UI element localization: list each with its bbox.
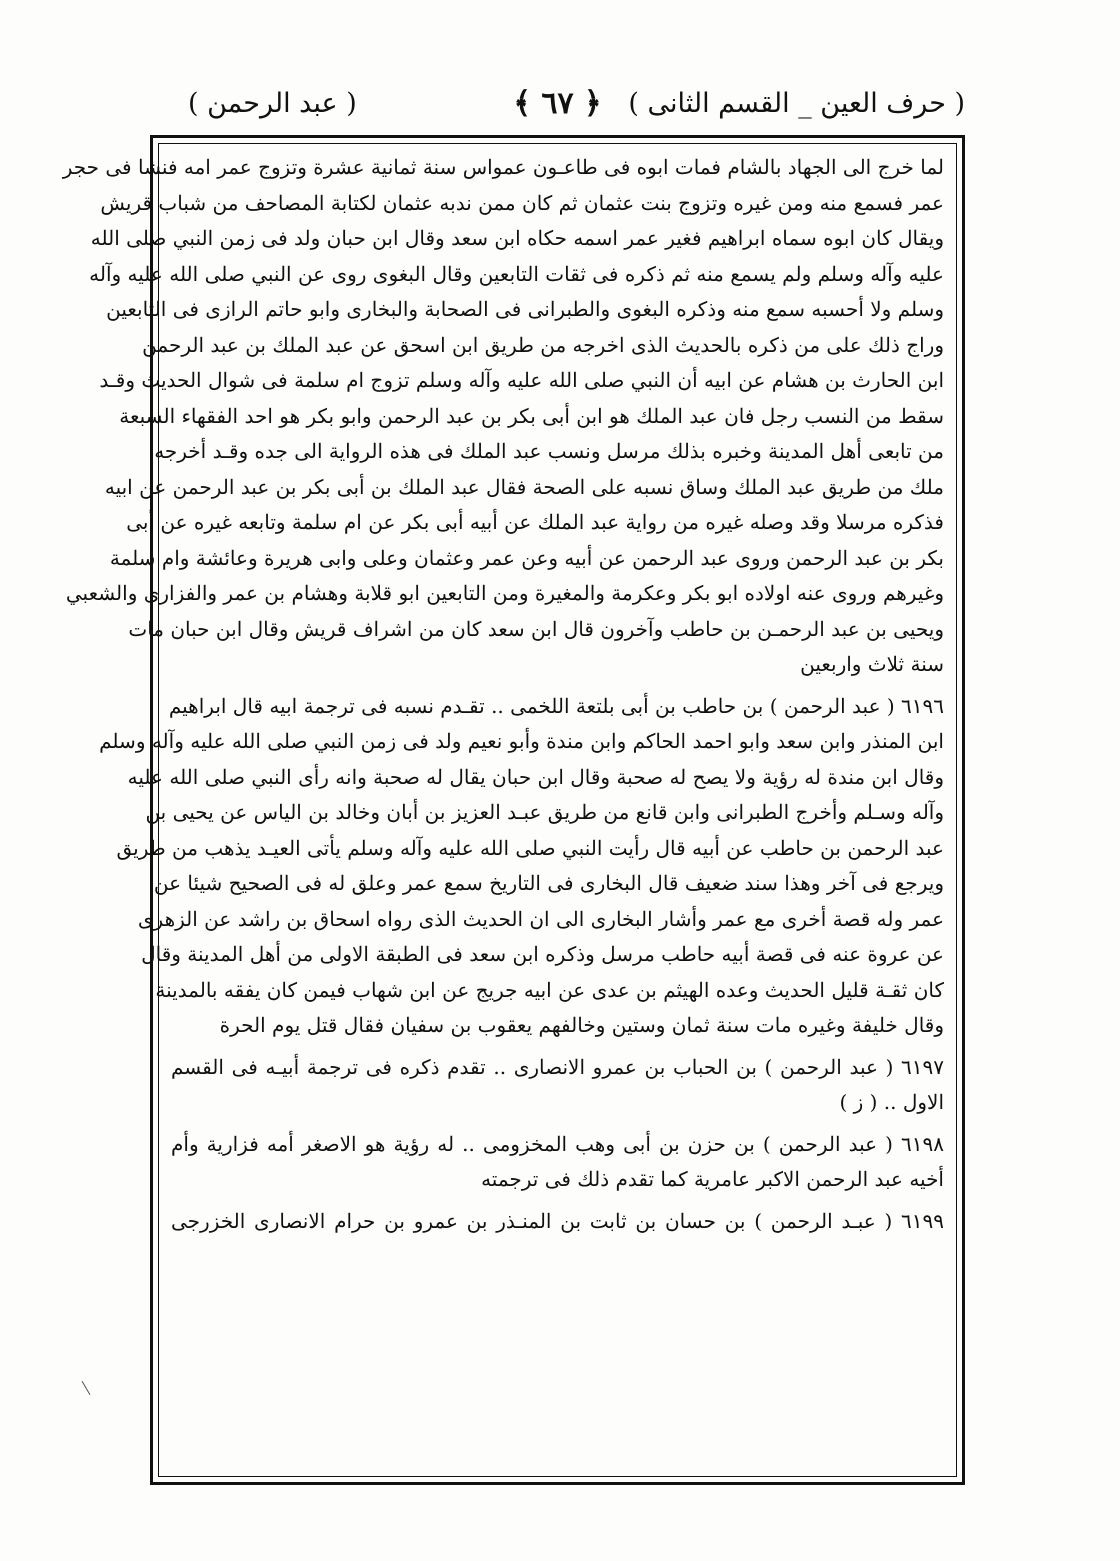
text-line: سنة ثلاث واربعين [800, 652, 944, 676]
text-line: أخيه عبد الرحمن الاكبر عامرية كما تقدم ذلك فى ترجمته [481, 1167, 944, 1191]
entry-6197-line: ٦١٩٧ ( عبد الرحمن ) بن الحباب بن عمرو الانصارى .. تقدم ذكره فى ترجمة أبيـه فى القسم [171, 1054, 944, 1079]
text-line: وغيرهم وروى عنه اولاده ابو بكر وعكرمة والمغيرة ومن التابعين ابو قلابة وهشام بن عمر والفزارى والشعبي [65, 581, 944, 605]
text-line: ويحيى بن عبد الرحمـن بن حاطب وآخرون قال ابن سعد كان من اشراف قريش وقال ابن حبان مات [128, 616, 944, 641]
text-line: وسلم ولا أحسبه سمع منه وذكره البغوى والطبرانى فى الصحابة والبخارى وابو حاتم الرازى فى التابعين [106, 297, 944, 321]
text-line: الاول .. ( ز ) [839, 1090, 944, 1114]
text-line: وقال ابن مندة له رؤية ولا يصح له صحبة وقال ابن حبان يقال له صحبة وانه رأى النبي صلى الله عليه [127, 764, 944, 789]
section-title: ( حرف العين _ القسم الثانى ) [628, 88, 965, 119]
entry-6198-line: ٦١٩٨ ( عبد الرحمن ) بن حزن بن أبى وهب المخزومى .. له رؤية هو الاصغر أمه فزارية وأم [171, 1131, 944, 1156]
text-line: وقال خليفة وغيره مات سنة ثمان وستين وخالفهم يعقوب بن سفيان فقال قتل يوم الحرة [219, 1013, 944, 1037]
page-header [150, 84, 965, 126]
text-line: ابن الحارث بن هشام عن ابيه أن النبي صلى الله عليه وآله وسلم تزوج ام سلمة فى شوال الحديث وقـد [99, 368, 944, 392]
text-line: عمر فسمع منه ومن غيره وتزوج بنت عثمان ثم كان ممن ندبه عثمان لكتابة المصاحف من شباب قريش [100, 190, 944, 215]
text-line: بكر بن عبد الرحمن وروى عبد الرحمن عن أبيه وعن عمر وعثمان وعلى وابى هريرة وعائشة وام سلمة [109, 545, 944, 570]
text-line: ويقال كان ابوه سماه ابراهيم فغير عمر اسمه حكاه ابن سعد وقال ابن حبان ولد فى زمن النبي صلى الله [90, 226, 944, 250]
text-line: سقط من النسب رجل فان عبد الملك هو ابن أبى بكر بن عبد الرحمن وابو بكر هو احد الفقهاء السبعة [119, 403, 944, 428]
page-number: ﴿ ٦٧ ﴾ [513, 86, 602, 121]
text-line: لما خرج الى الجهاد بالشام فمات ابوه فى طاعـون عمواس سنة ثمانية عشرة وتزوج عمر امه فنشا فى حجر [62, 155, 944, 179]
text-line: فذكره مرسلا وقد وصله غيره من رواية عبد الملك عن أبيه أبى بكر عن ام سلمة وتابعه غيره عن أبى [126, 510, 944, 534]
text-line: وراج ذلك على من ذكره بالحديث الذى اخرجه من طريق ابن اسحق عن عبد الملك بن عبد الرحمن [142, 332, 944, 357]
stray-mark [82, 1377, 98, 1395]
entry-6199-line: ٦١٩٩ ( عبـد الرحمن ) بن حسان بن ثابت بن المنـذر بن عمرو بن حرام الانصارى الخزرجى [171, 1208, 944, 1233]
text-line: عن عروة عنه فى قصة أبيه حاطب مرسل وذكره ابن سعد فى الطبقة الاولى من أهل المدينة وقال [141, 942, 944, 966]
text-line: وآله وسـلم وأخرج الطبرانى وابن قانع من طريق عبـد العزيز بن أبان وخالد بن الياس عن يحيى بن [145, 800, 944, 824]
entry-6196-line: ٦١٩٦ ( عبد الرحمن ) بن حاطب بن أبى بلتعة اللخمى .. تقـدم نسبه فى ترجمة ابيه قال ابراهيم [168, 693, 944, 718]
text-line: من تابعى أهل المدينة وخبره بذلك مرسل ونسب عبد الملك فى هذه الرواية الى جده وقـد أخرجه [154, 439, 944, 463]
text-frame [62, 135, 965, 1485]
text-line: عبد الرحمن بن حاطب عن أبيه قال رأيت النبي صلى الله عليه وآله وسلم يأتى العيـد يذهب من طريق [116, 835, 944, 860]
text-line: ويرجع فى آخر وهذا سند ضعيف قال البخارى فى التاريخ سمع عمر وعلق له فى الصحيح شيئا عن [153, 871, 944, 895]
text-body [62, 150, 944, 1239]
running-head: ( عبد الرحمن ) [188, 88, 357, 119]
text-line: عليه وآله وسلم ولم يسمع منه ثم ذكره فى ثقات التابعين وقال البغوى روى عن النبي صلى الله عليه وآله [89, 261, 944, 286]
text-line: ابن المنذر وابن سعد وابو احمد الحاكم وابن مندة وأبو نعيم ولد فى زمن النبي صلى الله عليه وآله وسلم [99, 729, 944, 753]
text-line: ملك من طريق عبد الملك وساق نسبه على الصحة فقال عبد الملك بن أبى بكر بن عبد الرحمن عن ابيه [104, 474, 944, 499]
text-line: عمر وله قصة أخرى مع عمر وأشار البخارى الى ان الحديث الذى رواه اسحاق بن راشد عن الزهرى [137, 906, 944, 931]
text-line: كان ثقـة قليل الحديث وعده الهيثم بن عدى عن ابيه جريج عن ابن شهاب فيمن كان يفقه بالمدينة [155, 977, 944, 1002]
